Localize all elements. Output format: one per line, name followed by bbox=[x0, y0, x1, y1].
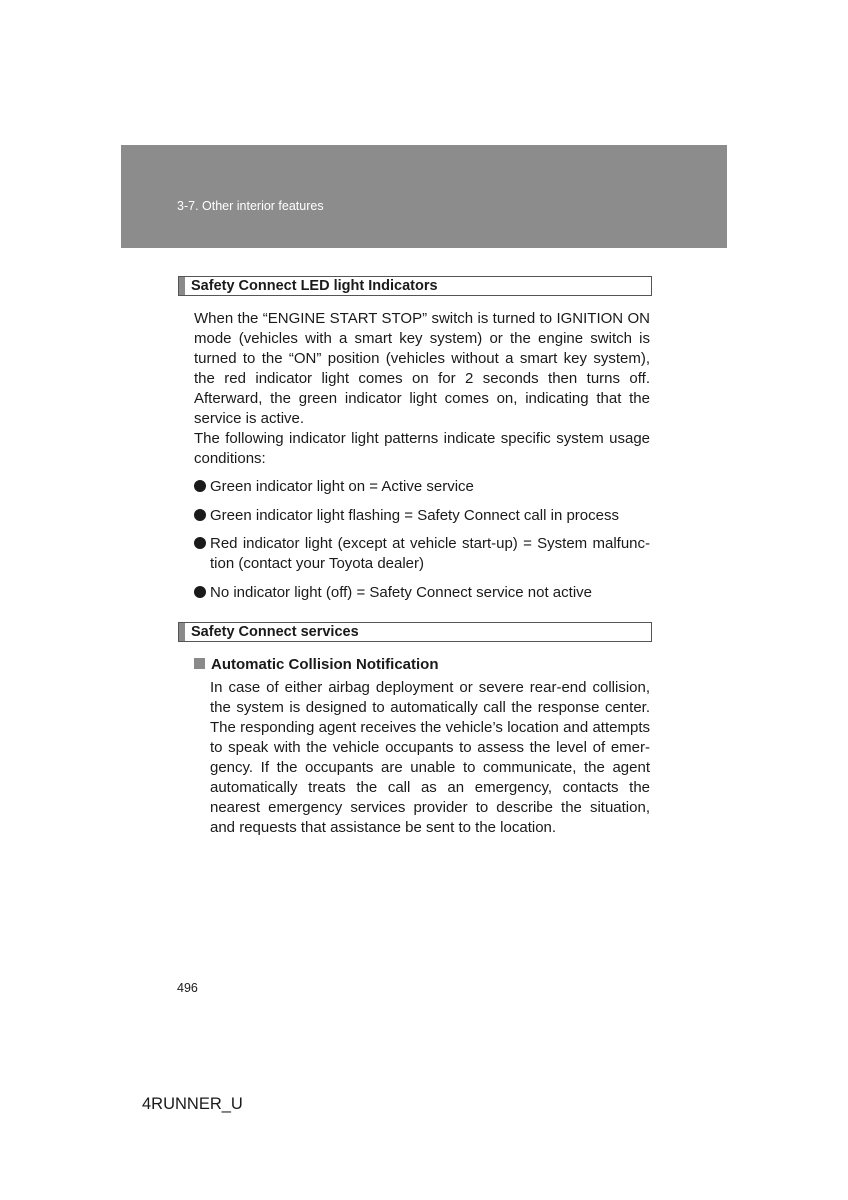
patterns-paragraph: The following indicator light patterns indicate specific system usage conditions: bbox=[194, 430, 650, 467]
bullet-item bbox=[194, 583, 650, 603]
bullet-dot-icon bbox=[194, 537, 206, 549]
bullet-text: Green indicator light on = Active service bbox=[210, 478, 474, 495]
bullet-text: Green indicator light flashing = Safety Connect call in process bbox=[210, 507, 619, 524]
bullet-item bbox=[194, 534, 650, 574]
bullet-dot-icon bbox=[194, 509, 206, 521]
section-heading-text: Safety Connect LED light Indicators bbox=[191, 278, 438, 294]
section-heading-led-indicators bbox=[178, 276, 652, 296]
bullet-item bbox=[194, 506, 650, 526]
section-heading-services bbox=[178, 622, 652, 642]
intro-paragraph: When the “ENGINE START STOP” switch is turned to IGNITION ON mode (vehicles with a smart key system) or the engine switch is turned to the “ON” position (vehicles without a smart key system), the red indicator light comes on for 2 seconds then turns off. Afterward, the green indicator light comes on, indicating that the service is active. bbox=[194, 310, 650, 427]
heading-accent-bar bbox=[179, 277, 185, 295]
bullet-dot-icon bbox=[194, 586, 206, 598]
square-marker-icon bbox=[194, 658, 205, 669]
bullet-dot-icon bbox=[194, 480, 206, 492]
section-heading-text: Safety Connect services bbox=[191, 624, 359, 640]
subsection-heading bbox=[194, 655, 439, 675]
collision-notification-paragraph: In case of either airbag deployment or severe rear-end collision, the system is designed to automatically call the response center. The responding agent receives the vehicle’s location and attempts to speak with the vehicle occupants to assess the level of emer-gency. If the occupants are unable to communicate, the agent automatically treats the call as an emergency, contacts the nearest emergency services provider to describe the situation, and requests that assistance be sent to the location. bbox=[210, 679, 650, 836]
heading-accent-bar bbox=[179, 623, 185, 641]
chapter-header-band bbox=[121, 145, 727, 248]
bullet-text: Red indicator light (except at vehicle start-up) = System malfunc-tion (contact your Toyota dealer) bbox=[210, 535, 650, 572]
bullet-text: No indicator light (off) = Safety Connect service not active bbox=[210, 584, 592, 601]
document-code: 4RUNNER_U bbox=[142, 1095, 243, 1113]
page-number: 496 bbox=[177, 981, 198, 995]
bullet-item bbox=[194, 477, 650, 497]
chapter-section-label: 3-7. Other interior features bbox=[177, 199, 324, 213]
subsection-heading-text: Automatic Collision Notification bbox=[211, 656, 439, 673]
